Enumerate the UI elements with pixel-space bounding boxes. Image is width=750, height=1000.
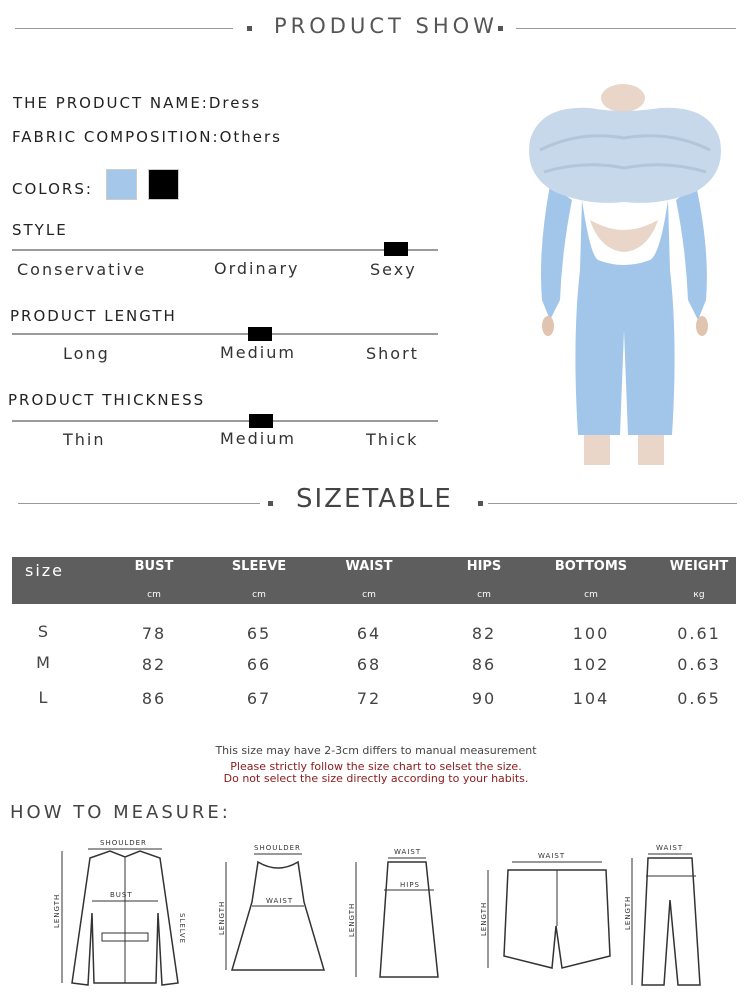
product-name-row <box>13 94 261 112</box>
row-m-weight: 0.63 <box>677 655 721 674</box>
row-m-hips: 86 <box>471 655 497 674</box>
note-follow-chart: Please strictly follow the size chart to selset the size. <box>230 760 522 773</box>
row-s-hips: 82 <box>471 624 497 643</box>
skirt-length-label: LENGTH <box>348 902 356 937</box>
thickness-option-medium: Medium <box>220 429 296 448</box>
color-swatch-black[interactable] <box>148 169 179 200</box>
sizetable-title: SIZETABLE <box>296 484 453 514</box>
note-measurement: This size may have 2-3cm differs to manual measurement <box>215 744 537 757</box>
style-scale-line <box>12 249 438 251</box>
style-scale-marker <box>384 242 408 256</box>
size-col-header: size <box>25 561 65 580</box>
col-header-bottoms: BOTTOMS <box>554 559 628 574</box>
col-header-bust: BUST <box>134 559 174 574</box>
thickness-scale-marker <box>249 414 273 428</box>
dress-shoulder-label: SHOULDER <box>254 844 301 852</box>
header-dot-left <box>247 26 252 31</box>
style-scale-title: STYLE <box>12 221 68 239</box>
col-unit-weight: кg <box>693 590 705 600</box>
color-swatch-blue[interactable] <box>106 169 137 200</box>
col-header-waist: WAIST <box>345 559 393 574</box>
page-title: PRODUCT SHOW <box>274 14 498 38</box>
thickness-option-thick: Thick <box>366 430 419 449</box>
product-image <box>520 80 730 470</box>
dress-waist-label: WAIST <box>266 897 294 905</box>
style-option-sexy: Sexy <box>370 260 417 279</box>
skirt-hips-label: HIPS <box>400 881 420 889</box>
product-name-value: Dress <box>208 94 262 112</box>
fur-shawl <box>529 108 721 203</box>
note-habits: Do not select the size directly according to your habits. <box>223 772 529 785</box>
thickness-scale-line <box>12 420 438 422</box>
shorts-waist-label: WAIST <box>538 852 566 860</box>
sizetable-dot-right <box>478 501 483 506</box>
model-neck <box>601 84 645 112</box>
colors-label: COLORS: <box>12 180 93 198</box>
jacket-measure-diagram <box>50 833 200 993</box>
header-rule-right <box>516 28 736 29</box>
row-l-weight: 0.65 <box>677 689 721 708</box>
length-option-medium: Medium <box>220 343 296 362</box>
pants-waist-label: WAIST <box>656 844 684 852</box>
fabric-label: FABRIC COMPOSITION: <box>12 128 220 146</box>
skirt-waist-label: WAIST <box>394 848 422 856</box>
dress-measure-diagram <box>214 840 334 990</box>
sizetable-dot-left <box>268 501 273 506</box>
jacket-sleeve-label: SLELVE <box>178 913 186 945</box>
col-unit-sleeve: cm <box>252 590 266 600</box>
jacket-length-label: LENGTH <box>53 893 61 928</box>
right-leg <box>638 435 664 465</box>
col-header-hips: HIPS <box>466 559 502 574</box>
row-l-bust: 86 <box>141 689 167 708</box>
fabric-row <box>12 128 282 146</box>
thickness-scale-title: PRODUCT THICKNESS <box>8 391 206 409</box>
row-s-size: S <box>37 622 51 641</box>
skirt-measure-diagram <box>344 842 444 987</box>
col-unit-waist: cm <box>362 590 376 600</box>
sizetable-rule-left <box>18 503 260 504</box>
row-s-sleeve: 65 <box>246 624 272 643</box>
style-option-ordinary: Ordinary <box>214 259 300 278</box>
length-option-short: Short <box>366 344 419 363</box>
thickness-option-thin: Thin <box>63 430 106 449</box>
row-l-waist: 72 <box>356 689 382 708</box>
row-s-weight: 0.61 <box>677 624 721 643</box>
row-l-sleeve: 67 <box>246 689 272 708</box>
style-option-conservative: Conservative <box>17 260 147 279</box>
header-rule-left <box>15 28 233 29</box>
sizetable-rule-right <box>488 503 737 504</box>
row-s-bust: 78 <box>141 624 167 643</box>
row-m-bust: 82 <box>141 655 167 674</box>
col-unit-bottoms: cm <box>584 590 598 600</box>
length-scale-title: PRODUCT LENGTH <box>10 307 177 325</box>
shorts-length-label: LENGTH <box>480 901 488 936</box>
measure-title: HOW TO MEASURE: <box>10 802 231 823</box>
col-header-weight: WEIGHT <box>669 559 729 574</box>
product-name-label: THE PRODUCT NAME: <box>13 94 209 112</box>
jacket-bust-label: BUST <box>110 891 133 899</box>
row-l-hips: 90 <box>471 689 497 708</box>
row-s-waist: 64 <box>356 624 382 643</box>
dress-length-label: LENGTH <box>218 900 226 935</box>
jacket-shoulder-label: SHOULDER <box>100 839 147 847</box>
right-hand <box>696 316 708 336</box>
pants-length-label: LENGTH <box>624 895 632 930</box>
row-m-size: M <box>36 653 52 672</box>
header-dot-right <box>498 26 503 31</box>
shorts-measure-diagram <box>476 846 616 976</box>
row-m-waist: 68 <box>356 655 382 674</box>
row-m-bottoms: 102 <box>572 655 610 674</box>
row-l-bottoms: 104 <box>572 689 610 708</box>
pants-measure-diagram <box>620 840 730 995</box>
col-unit-bust: cm <box>147 590 161 600</box>
row-s-bottoms: 100 <box>572 624 610 643</box>
col-unit-hips: cm <box>477 590 491 600</box>
row-l-size: L <box>38 688 50 707</box>
fabric-value: Others <box>219 128 282 146</box>
length-option-long: Long <box>63 344 110 363</box>
row-m-sleeve: 66 <box>246 655 272 674</box>
col-header-sleeve: SLEEVE <box>231 559 287 574</box>
length-scale-marker <box>248 327 272 341</box>
left-hand <box>542 316 554 336</box>
left-leg <box>584 435 610 465</box>
length-scale-line <box>12 333 438 335</box>
